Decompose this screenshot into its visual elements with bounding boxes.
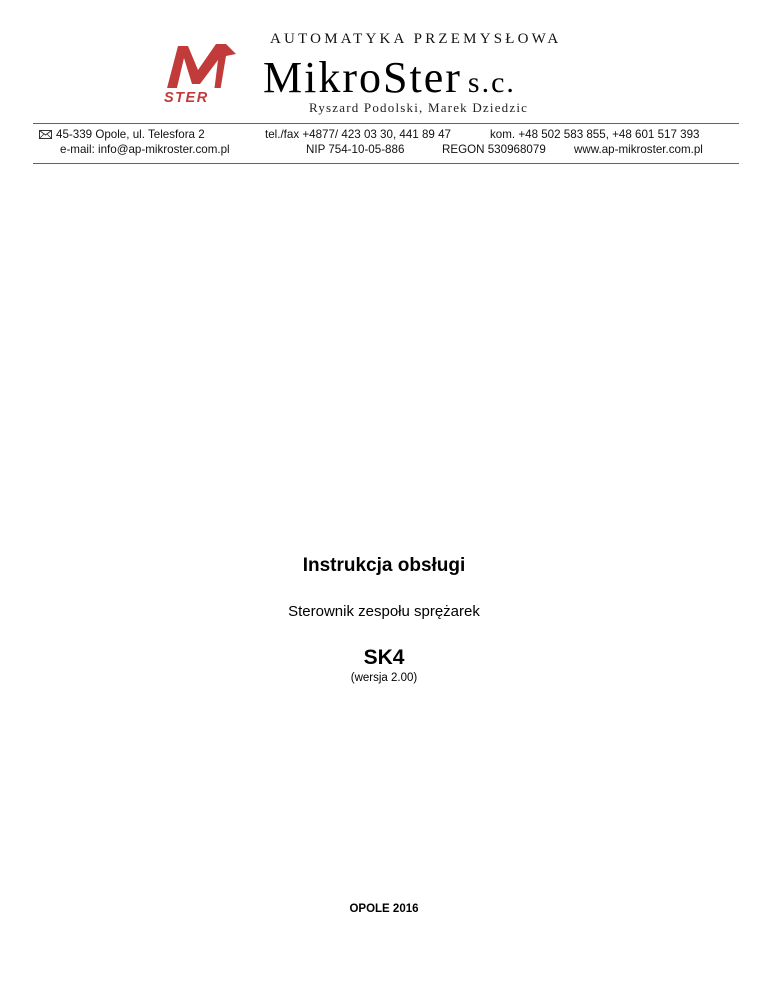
document-place-year: OPOLE 2016 bbox=[349, 903, 419, 915]
mikroster-logo bbox=[158, 40, 240, 106]
brand-suffix: s.c. bbox=[467, 66, 516, 99]
company-name bbox=[263, 55, 516, 106]
document-title: Instrukcja obsługi bbox=[302, 555, 466, 576]
brand-name: MikroSter bbox=[263, 53, 462, 102]
company-owners: Ryszard Podolski, Marek Dziedzic bbox=[309, 100, 529, 115]
company-tagline: AUTOMATYKA PRZEMYSŁOWA bbox=[270, 31, 562, 47]
contact-email[interactable]: e-mail: info@ap-mikroster.com.pl bbox=[60, 143, 230, 156]
contact-address: 45-339 Opole, ul. Telesfora 2 bbox=[56, 128, 205, 141]
document-version: (wersja 2.00) bbox=[350, 672, 418, 684]
document-model: SK4 bbox=[363, 646, 405, 669]
header-divider-top bbox=[33, 123, 739, 124]
header-divider-bottom bbox=[33, 163, 739, 164]
contact-nip: NIP 754-10-05-886 bbox=[306, 143, 405, 156]
envelope-icon bbox=[39, 130, 52, 139]
contact-regon: REGON 530968079 bbox=[442, 143, 546, 156]
logo-m-shape bbox=[166, 44, 236, 92]
document-subtitle: Sterownik zespołu sprężarek bbox=[288, 603, 480, 620]
contact-mobile: kom. +48 502 583 855, +48 601 517 393 bbox=[490, 128, 700, 141]
logo-ster-text: STER bbox=[164, 90, 209, 106]
contact-website[interactable]: www.ap-mikroster.com.pl bbox=[574, 143, 703, 156]
contact-phone: tel./fax +4877/ 423 03 30, 441 89 47 bbox=[265, 128, 451, 141]
